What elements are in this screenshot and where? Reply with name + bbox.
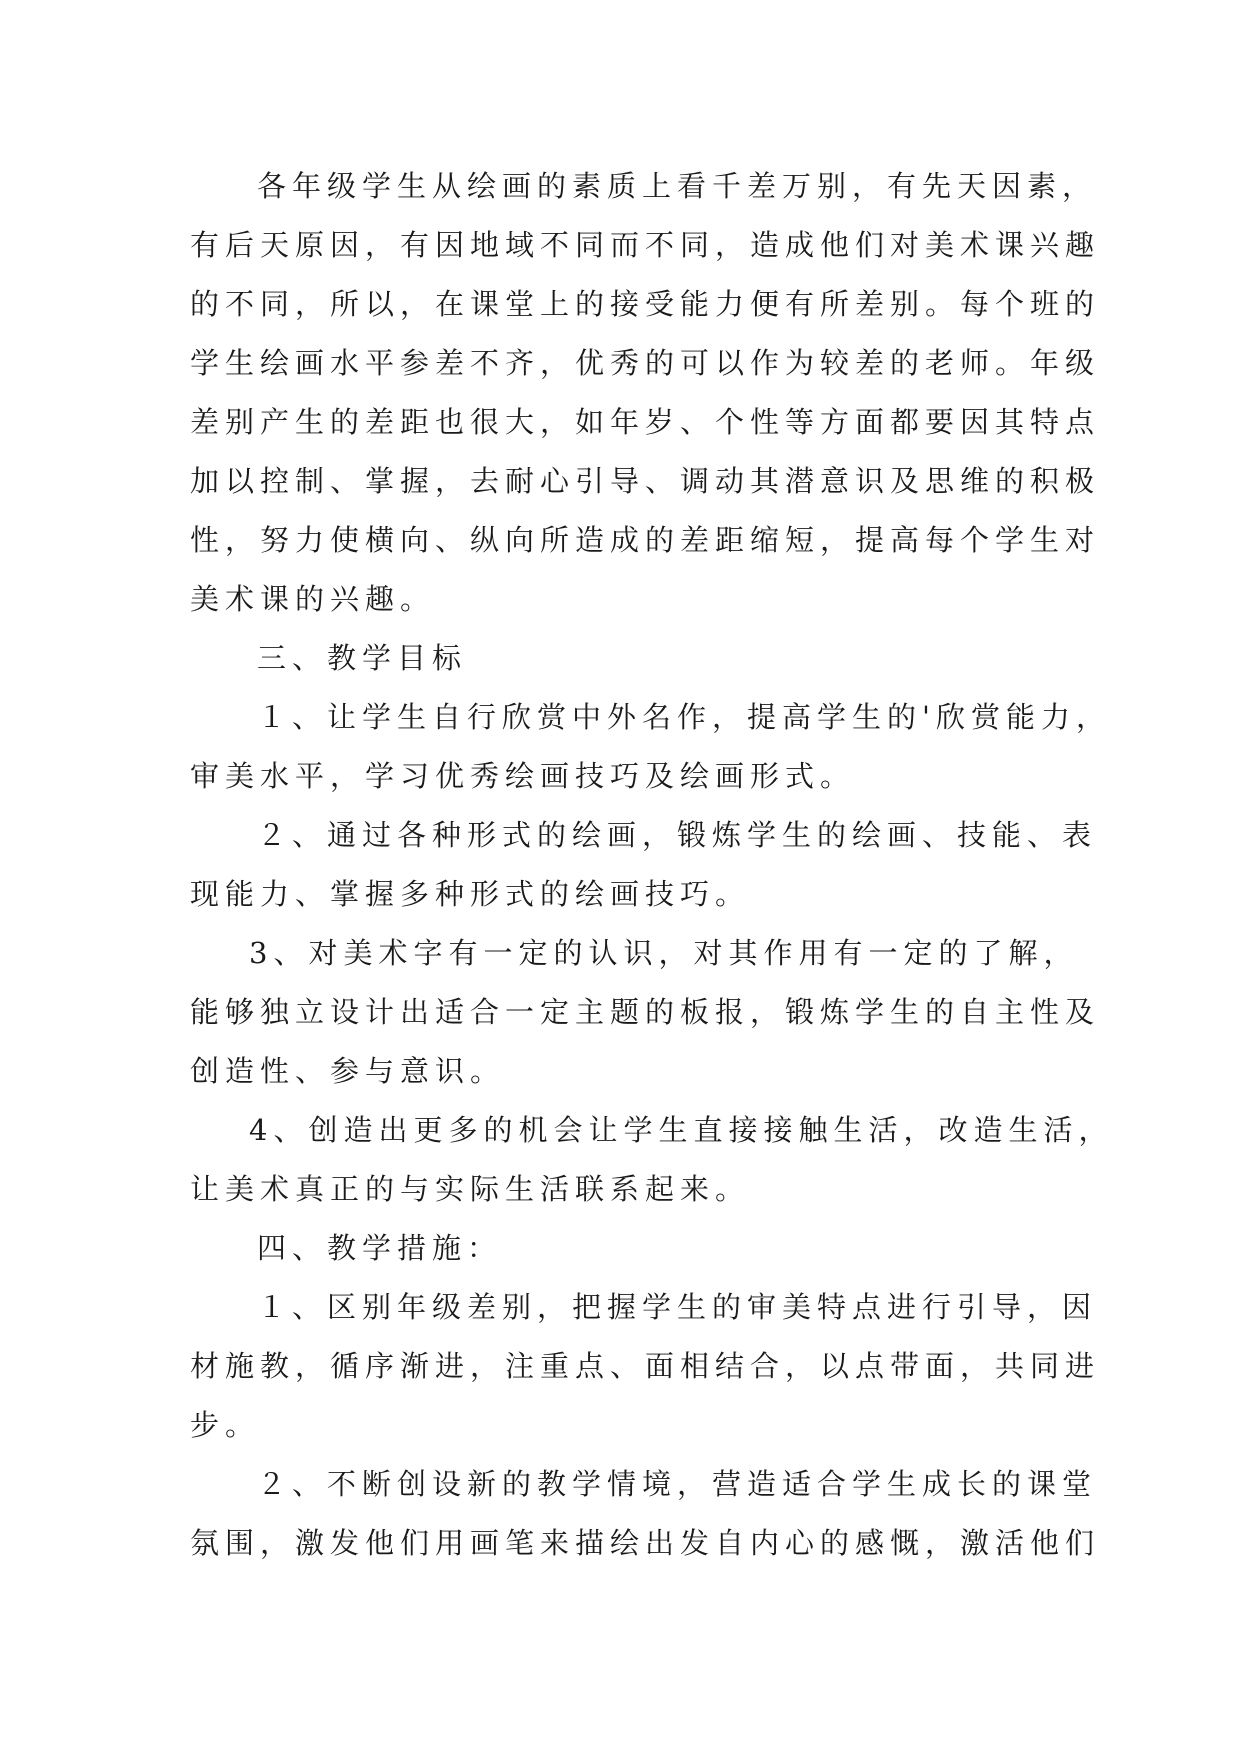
text-line: 3、对美术字有一定的认识，对其作用有一定的了解， xyxy=(249,936,1079,970)
text-line: 让美术真正的与实际生活联系起来。 xyxy=(190,1172,751,1206)
text-line: 步。 xyxy=(190,1408,261,1442)
text-line: 现能力、掌握多种形式的绘画技巧。 xyxy=(190,877,751,911)
text-line: 能够独立设计出适合一定主题的板报，锻炼学生的自主性及 xyxy=(190,995,1101,1029)
text-line: 4、创造出更多的机会让学生直接接触生活，改造生活， xyxy=(249,1113,1114,1147)
text-line: 加以控制、掌握，去耐心引导、调动其潜意识及思维的积极 xyxy=(190,464,1101,498)
text-line: 差别产生的差距也很大，如年岁、个性等方面都要因其特点 xyxy=(190,405,1101,439)
text-line: ２、不断创设新的教学情境，营造适合学生成长的课堂 xyxy=(257,1467,1098,1501)
text-line: 审美水平，学习优秀绘画技巧及绘画形式。 xyxy=(190,759,856,793)
document-body xyxy=(190,157,1114,1573)
text-line: 的不同，所以，在课堂上的接受能力便有所差别。每个班的 xyxy=(190,287,1101,321)
text-line: 有后天原因，有因地域不同而不同，造成他们对美术课兴趣 xyxy=(190,228,1101,262)
text-line: １、区别年级差别，把握学生的审美特点进行引导，因 xyxy=(257,1290,1098,1324)
text-line: 材施教，循序渐进，注重点、面相结合，以点带面，共同进 xyxy=(190,1349,1101,1383)
text-line: 美术课的兴趣。 xyxy=(190,582,436,616)
text-line: １、让学生自行欣赏中外名作，提高学生的'欣赏能力， xyxy=(257,700,1111,734)
text-line: 各年级学生从绘画的素质上看千差万别，有先天因素， xyxy=(257,169,1098,203)
section-heading: 三、教学目标 xyxy=(257,641,468,675)
section-heading: 四、教学措施： xyxy=(257,1231,503,1265)
text-line: 性，努力使横向、纵向所造成的差距缩短，提高每个学生对 xyxy=(190,523,1101,557)
text-line: 学生绘画水平参差不齐，优秀的可以作为较差的老师。年级 xyxy=(190,346,1101,380)
text-line: ２、通过各种形式的绘画，锻炼学生的绘画、技能、表 xyxy=(257,818,1098,852)
text-line: 氛围，激发他们用画笔来描绘出发自内心的感慨，激活他们 xyxy=(190,1526,1101,1560)
text-line: 创造性、参与意识。 xyxy=(190,1054,506,1088)
